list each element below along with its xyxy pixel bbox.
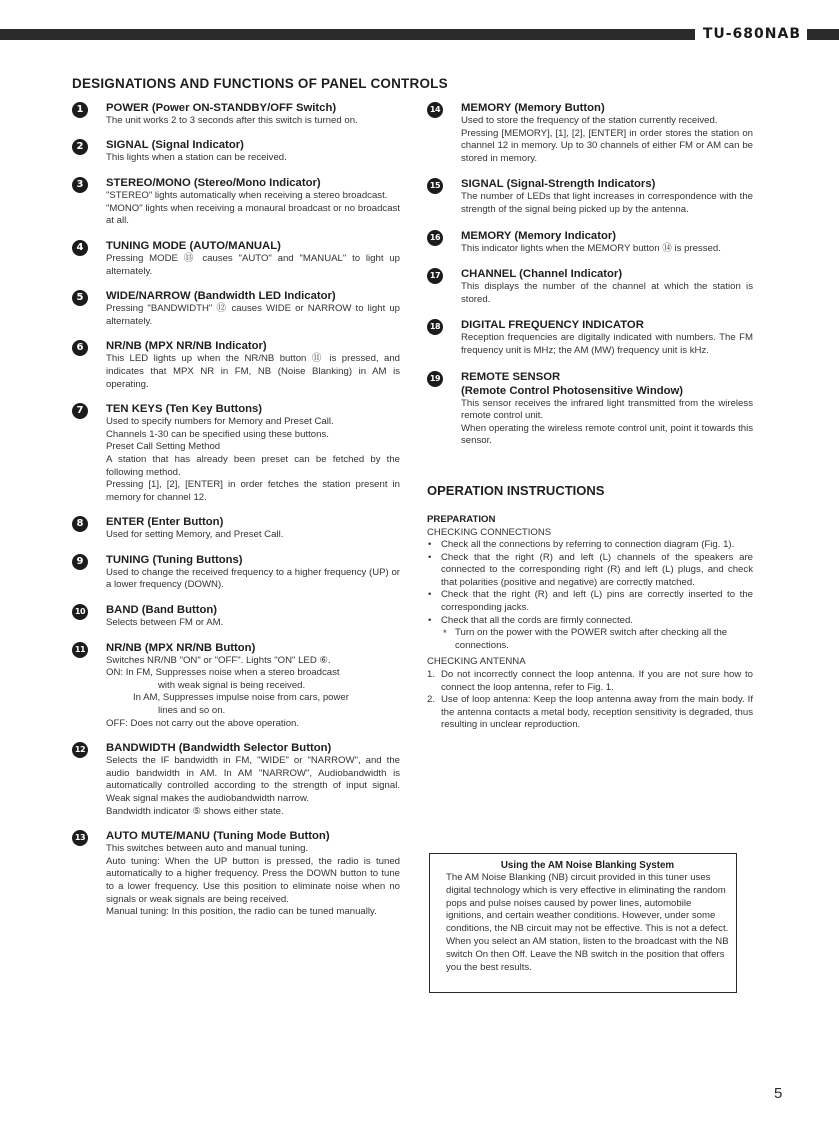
control-item-2	[72, 138, 400, 165]
number-badge: 13	[72, 830, 88, 846]
control-title: BAND (Band Button)	[106, 604, 218, 617]
control-title: DIGITAL FREQUENCY INDICATOR	[461, 319, 644, 332]
control-title: MEMORY (Memory Indicator)	[461, 229, 617, 242]
number-badge: 3	[72, 177, 88, 193]
number-badge: 8	[72, 516, 88, 532]
control-item-11	[72, 641, 400, 731]
control-item-19	[427, 370, 753, 448]
control-text: Pressing "BANDWIDTH" ⑫ causes WIDE or NARROW to light up alternately.	[106, 303, 400, 327]
control-title: SIGNAL (Signal Indicator)	[106, 138, 244, 151]
number-badge: 12	[72, 742, 88, 758]
control-text: This lights when a station can be received.	[106, 151, 287, 163]
list-item	[427, 694, 753, 732]
control-item-6	[72, 339, 400, 391]
control-title: NR/NB (MPX NR/NB Indicator)	[106, 340, 267, 353]
control-text: "MONO" lights when receiving a monaural broadcast or no broadcast at all.	[106, 202, 400, 227]
control-title: MEMORY (Memory Button)	[461, 102, 605, 114]
control-item-4	[72, 239, 400, 278]
noise-box-title: Using the AM Noise Blanking System	[500, 860, 675, 871]
control-text: Switches NR/NB "ON" or "OFF". Lights "ON" LED ⑥.	[106, 654, 331, 666]
control-title: AUTO MUTE/MANU (Tuning Mode Button)	[106, 830, 330, 843]
list-item: • Check that the right (R) and left (L) channels of the speakers are connected to the corresponding right (R) and left (L) plugs, and check that polarities (positive and negative) are correctly matched.	[427, 552, 753, 590]
number-badge: 18	[427, 319, 443, 335]
control-text: lines and so on.	[158, 705, 226, 717]
preparation-heading: PREPARATION	[427, 513, 496, 525]
control-title: WIDE/NARROW (Bandwidth LED Indicator)	[106, 290, 336, 303]
control-text: "STEREO" lights automatically when receiving a stereo broadcast.	[106, 190, 388, 202]
noise-box-text: The AM Noise Blanking (NB) circuit provided in this tuner uses digital technology which is very effective in eliminating the random pops and pulse noises caused by power lines, automobile ignitions, and certain weather conditions. However, under some conditions, the NB circuit may not be effective. This is not a defect.	[446, 872, 729, 935]
right-column	[427, 101, 753, 732]
number-badge: 10	[72, 604, 88, 620]
control-text: This LED lights up when the NR/NB button ⑪ is pressed, and indicates that MPX NR in FM, NB (Noise Blanking) in AM is operating.	[106, 353, 400, 390]
control-item-18	[427, 318, 753, 357]
control-item-5	[72, 289, 400, 328]
control-text: with weak signal is being received.	[158, 679, 306, 691]
control-text: ON: In FM, Suppresses noise when a stereo broadcast	[106, 667, 340, 679]
control-item-16	[427, 229, 753, 256]
model-name: TU-680NAB	[695, 24, 807, 44]
list-item: • Check that the right (R) and left (L) pins are correctly inserted to the corresponding jacks.	[427, 589, 753, 614]
control-text: This displays the number of the channel at which the station is stored.	[461, 281, 753, 305]
control-text: Used to store the frequency of the station currently received.	[461, 115, 718, 126]
control-text: When operating the wireless remote control unit, point it towards this sensor.	[461, 422, 753, 447]
control-text: Channels 1-30 can be specified using these buttons.	[106, 428, 329, 440]
control-item-8	[72, 515, 400, 542]
control-item-3	[72, 176, 400, 228]
number-badge: 6	[72, 340, 88, 356]
page-title: DESIGNATIONS AND FUNCTIONS OF PANEL CONTROLS	[72, 76, 448, 91]
control-text: In AM, Suppresses impulse noise from cars, power	[133, 692, 349, 704]
list-item: • Check all the connections by referring to connection diagram (Fig. 1).	[427, 539, 753, 552]
control-title: SIGNAL (Signal-Strength Indicators)	[461, 178, 656, 191]
control-item-15	[427, 177, 753, 216]
number-badge: 15	[427, 178, 443, 194]
number-badge: 11	[72, 642, 88, 658]
control-title: CHANNEL (Channel Indicator)	[461, 268, 623, 281]
number-badge: 19	[427, 371, 443, 387]
control-text: Selects between FM or AM.	[106, 617, 224, 629]
number-badge: 1	[72, 102, 88, 118]
control-text: Selects the IF bandwidth in FM, "WIDE" or "NARROW", and the audio bandwidth in AM. In AM "NARROW", Audiobandwidth is automatically controlled according to the strength of input signal. Weak signal makes the audiobandwidth narrow.	[106, 755, 400, 804]
control-item-7	[72, 402, 400, 504]
control-item-1	[72, 101, 400, 128]
control-text: This indicator lights when the MEMORY button ⑭ is pressed.	[461, 242, 721, 254]
control-text: The unit works 2 to 3 seconds after this switch is turned on.	[106, 115, 358, 126]
number-badge: 9	[72, 554, 88, 570]
list-number: 1.	[427, 669, 436, 681]
noise-blanking-box	[429, 853, 737, 993]
control-subtitle: (Remote Control Photosensitive Window)	[461, 384, 684, 397]
control-title: NR/NB (MPX NR/NB Button)	[106, 641, 256, 654]
control-text: Used for setting Memory, and Preset Call.	[106, 529, 284, 541]
list-item: • Check that all the cords are firmly connected.	[427, 615, 753, 628]
page-number: 5	[774, 1085, 783, 1102]
checking-antenna-heading: CHECKING ANTENNA	[427, 656, 526, 668]
operation-section	[427, 483, 753, 732]
control-item-17	[427, 267, 753, 306]
number-badge: 17	[427, 268, 443, 284]
number-badge: 7	[72, 403, 88, 419]
control-item-9	[72, 553, 400, 592]
control-text: Used to change the received frequency to a higher frequency (UP) or a lower frequency (DOWN).	[106, 566, 400, 591]
left-column	[72, 101, 400, 919]
number-badge: 2	[72, 139, 88, 155]
control-text: Preset Call Setting Method	[106, 441, 221, 453]
control-title: BANDWIDTH (Bandwidth Selector Button)	[106, 742, 332, 755]
operation-title: OPERATION INSTRUCTIONS	[427, 482, 605, 498]
star-note: * Turn on the power with the POWER switch after checking all the connections.	[427, 627, 753, 652]
noise-box-text: When you select an AM station, listen to the broadcast with the NB switch On then Off. Leave the NB switch in the position that offers you the best results.	[446, 935, 729, 973]
control-text: A station that has already been preset can be fetched by the following method.	[106, 453, 400, 478]
control-text: Bandwidth indicator ⑤ shows either state.	[106, 805, 284, 817]
control-title: ENTER (Enter Button)	[106, 516, 224, 529]
number-badge: 14	[427, 102, 443, 118]
control-text: This sensor receives the infrared light transmitted from the wireless remote control unit.	[461, 397, 753, 422]
list-number: 2.	[427, 694, 436, 706]
control-title: REMOTE SENSOR	[461, 370, 561, 383]
list-item	[427, 669, 753, 694]
control-title: TEN KEYS (Ten Key Buttons)	[106, 403, 263, 416]
number-badge: 16	[427, 230, 443, 246]
checking-connections-heading: CHECKING CONNECTIONS	[427, 526, 552, 538]
list-text: Use of loop antenna: Keep the loop antenna away from the main body. If the antenna contacts a metal body, reception sensitivity is degraded, thus resulting in unclear reproduction.	[441, 694, 753, 731]
control-text: Manual tuning: In this position, the radio can be tuned manually.	[106, 906, 377, 918]
control-text: The number of LEDs that light increases in correspondence with the strength of the signal being picked up by the antenna.	[461, 191, 753, 215]
list-text: Do not incorrectly connect the loop antenna. If you are not sure how to connect the loop antenna, refer to Fig. 1.	[441, 669, 753, 693]
control-text: This switches between auto and manual tuning.	[106, 843, 309, 855]
number-badge: 5	[72, 290, 88, 306]
control-title: STEREO/MONO (Stereo/Mono Indicator)	[106, 177, 321, 190]
control-text: Pressing [1], [2], [ENTER] in order fetches the station present in memory for channel 12.	[106, 479, 400, 503]
control-title: POWER (Power ON-STANDBY/OFF Switch)	[106, 102, 337, 114]
control-item-12	[72, 741, 400, 818]
control-item-13	[72, 829, 400, 919]
control-title: TUNING MODE (AUTO/MANUAL)	[106, 239, 281, 252]
control-title: TUNING (Tuning Buttons)	[106, 553, 243, 566]
header-bar-end	[809, 29, 831, 40]
control-text: Reception frequencies are digitally indicated with numbers. The FM frequency unit is MHz; the AM (MW) frequency unit is kHz.	[461, 332, 753, 356]
control-item-10	[72, 603, 400, 630]
control-item-14	[427, 101, 753, 165]
control-text: Pressing MODE ⑬ causes "AUTO" and "MANUAL" to light up alternately.	[106, 252, 400, 277]
control-text: Pressing [MEMORY], [1], [2], [ENTER] in order stores the station on channel 12 in memory. Up to 30 channels of either FM or AM can be stored in memory.	[461, 127, 753, 164]
number-badge: 4	[72, 240, 88, 256]
control-text: Auto tuning: When the UP button is pressed, the radio is tuned automatically to a higher frequency. Press the DOWN button to tune to a lower frequency. Use this position to eliminate noise when no signals or weak signals are being received.	[106, 855, 400, 905]
control-text: Used to specify numbers for Memory and Preset Call.	[106, 416, 334, 428]
control-text: OFF: Does not carry out the above operation.	[106, 717, 300, 729]
